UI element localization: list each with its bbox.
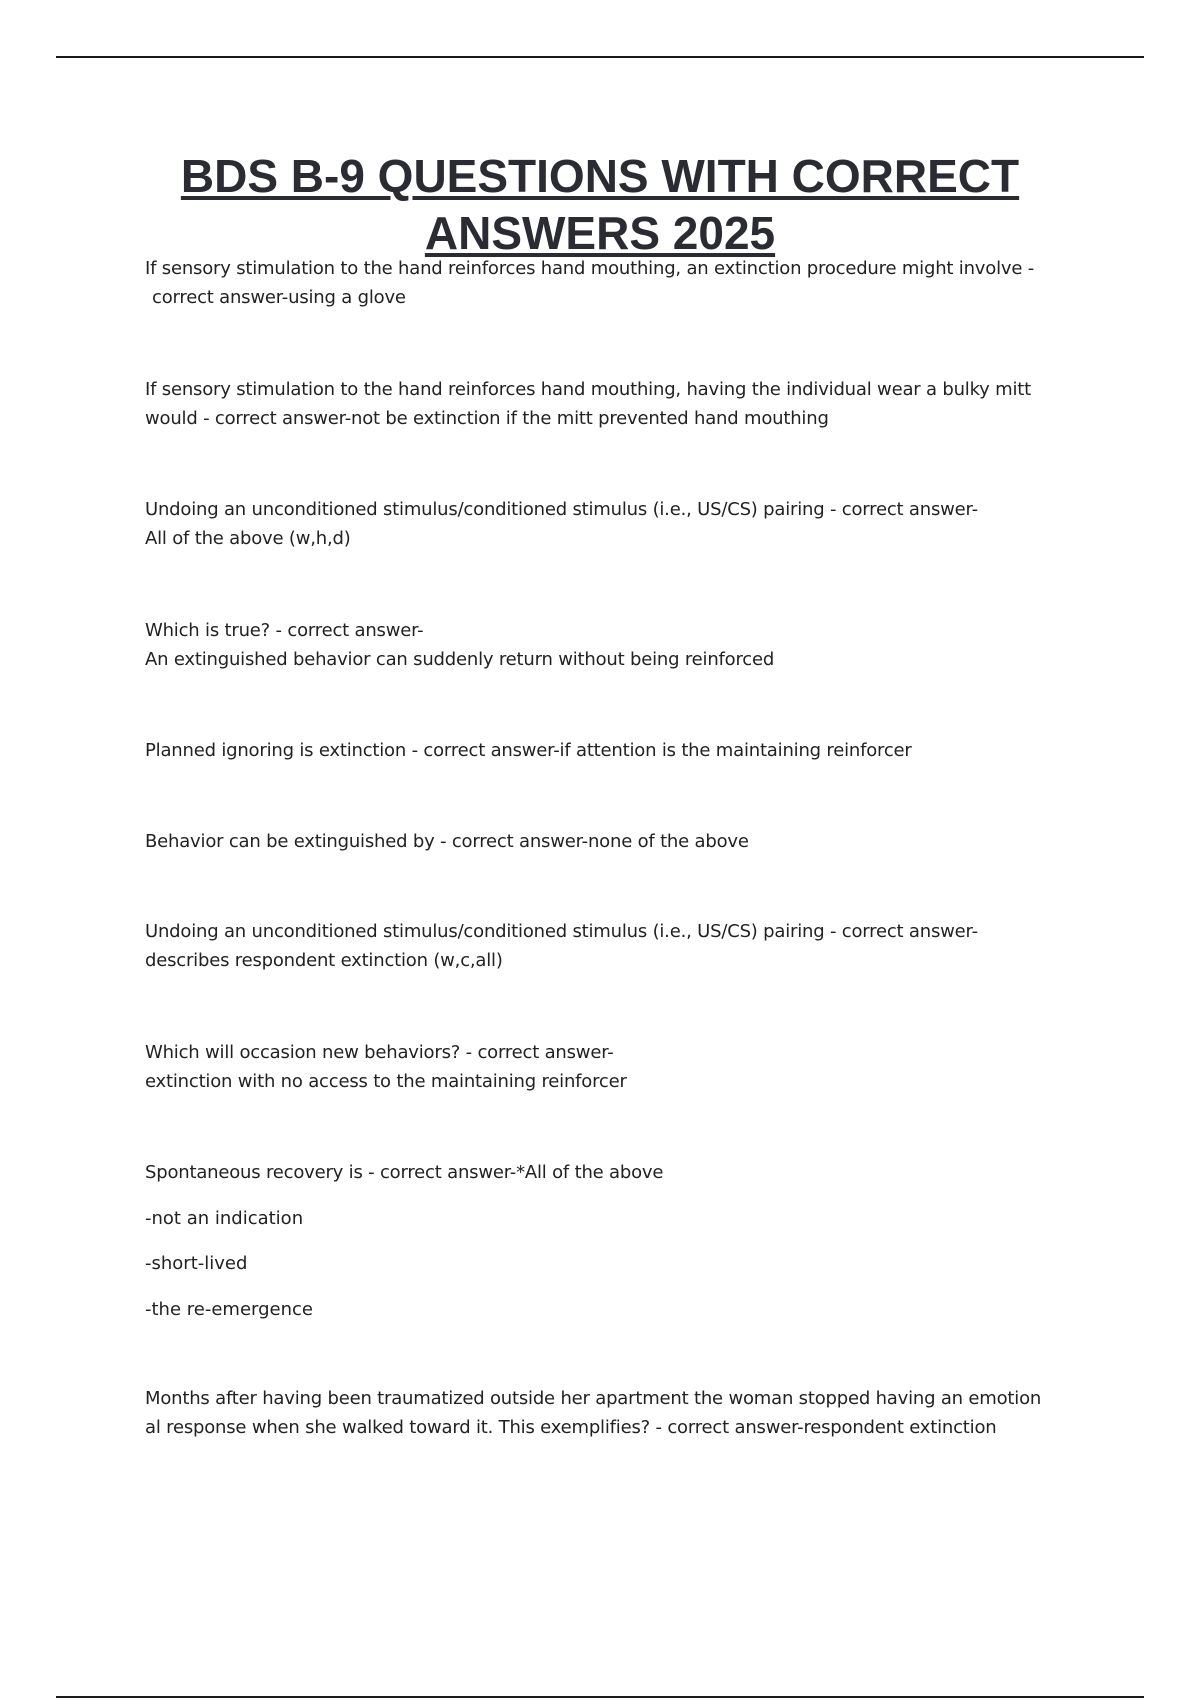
question-text: Planned ignoring is extinction - correct answer-if attention is the maintaining reinforcer — [145, 740, 912, 761]
answer-sub-item: -short-lived — [145, 1253, 248, 1274]
question-text: Undoing an unconditioned stimulus/conditioned stimulus (i.e., US/CS) pairing - correct answer- — [145, 921, 978, 942]
bottom-rule — [56, 1696, 1144, 1698]
answer-text: describes respondent extinction (w,c,all) — [145, 950, 503, 971]
qa-item-10 — [145, 1384, 1085, 1442]
answer-text: All of the above (w,h,d) — [145, 528, 351, 549]
question-text: Months after having been traumatized outside her apartment the woman stopped having an emotion — [145, 1388, 1042, 1409]
qa-item-5 — [145, 736, 1085, 765]
top-rule — [56, 56, 1144, 58]
qa-item-8 — [145, 1038, 1085, 1096]
qa-item-7 — [145, 917, 1085, 975]
answer-text: correct answer-using a glove — [152, 287, 406, 308]
qa-item-6 — [145, 827, 1085, 856]
answer-sub-item: -the re-emergence — [145, 1299, 313, 1320]
answer-text: al response when she walked toward it. This exemplifies? - correct answer-respondent extinction — [145, 1417, 997, 1438]
question-text: Undoing an unconditioned stimulus/conditioned stimulus (i.e., US/CS) pairing - correct answer- — [145, 499, 978, 520]
question-text: Which will occasion new behaviors? - correct answer- — [145, 1042, 614, 1063]
question-text: If sensory stimulation to the hand reinforces hand mouthing, having the individual wear a bulky mitt — [145, 379, 1031, 400]
qa-item-2 — [145, 375, 1085, 433]
qa-item-4 — [145, 616, 1085, 674]
question-text: Which is true? - correct answer- — [145, 620, 424, 641]
qa-item-1 — [145, 254, 1085, 312]
qa-item-9 — [145, 1158, 1085, 1187]
document-title-line-2: ANSWERS 2025 — [424, 207, 776, 259]
answer-text: extinction with no access to the maintaining reinforcer — [145, 1071, 627, 1092]
document-title — [120, 148, 1080, 262]
answer-sub-item: -not an indication — [145, 1208, 304, 1229]
answer-text: would - correct answer-not be extinction if the mitt prevented hand mouthing — [145, 408, 829, 429]
question-text: Behavior can be extinguished by - correct answer-none of the above — [145, 831, 749, 852]
question-text: If sensory stimulation to the hand reinforces hand mouthing, an extinction procedure might involve - — [145, 258, 1035, 279]
qa-item-3 — [145, 495, 1085, 553]
question-text: Spontaneous recovery is - correct answer-*All of the above — [145, 1162, 664, 1183]
answer-text: An extinguished behavior can suddenly return without being reinforced — [145, 649, 775, 670]
document-title-line-1: BDS B-9 QUESTIONS WITH CORRECT — [180, 150, 1020, 202]
